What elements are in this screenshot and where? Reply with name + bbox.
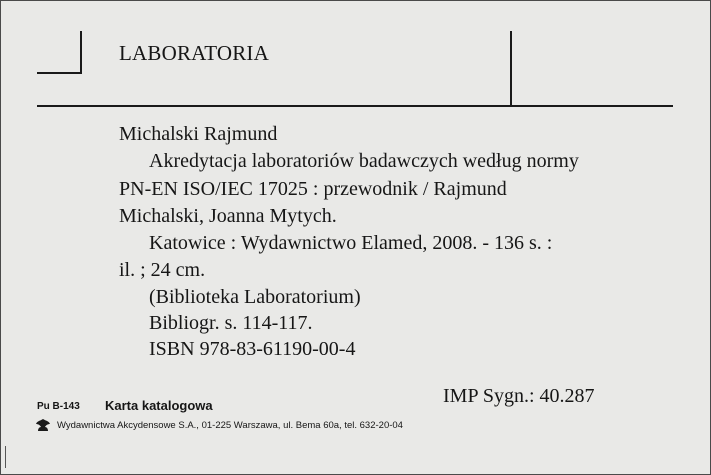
entry-imprint-line-1: Katowice : Wydawnictwo Elamed, 2008. - 136 s. : [149,232,553,254]
entry-bibliography: Bibliogr. s. 114-117. [149,312,313,334]
publisher-row [35,418,403,432]
publisher-info: Wydawnictwa Akcydensowe S.A., 01-225 Warszawa, ul. Bema 60a, tel. 632-20-04 [57,419,403,431]
entry-title-line-3: Michalski, Joanna Mytych. [119,205,337,227]
subject-heading: LABORATORIA [119,41,269,65]
corner-bracket-vertical [80,31,82,73]
entry-isbn: ISBN 978-83-61190-00-4 [149,338,356,360]
entry-series: (Biblioteka Laboratorium) [149,286,361,308]
form-title: Karta katalogowa [105,398,213,413]
entry-title-line-2: PN-EN ISO/IEC 17025 : przewodnik / Rajmund [119,178,507,200]
entry-author: Michalski Rajmund [119,123,278,145]
entry-title-line-1: Akredytacja laboratoriów badawczych według normy [149,150,579,172]
header-rule [37,105,673,107]
publisher-logo-icon [35,418,51,432]
edge-mark [5,446,6,468]
header-divider-vertical [510,31,512,107]
corner-bracket-horizontal [37,72,82,74]
call-number: IMP Sygn.: 40.287 [443,385,595,407]
entry-imprint-line-2: il. ; 24 cm. [119,259,206,281]
form-code: Pu B-143 [37,401,80,412]
